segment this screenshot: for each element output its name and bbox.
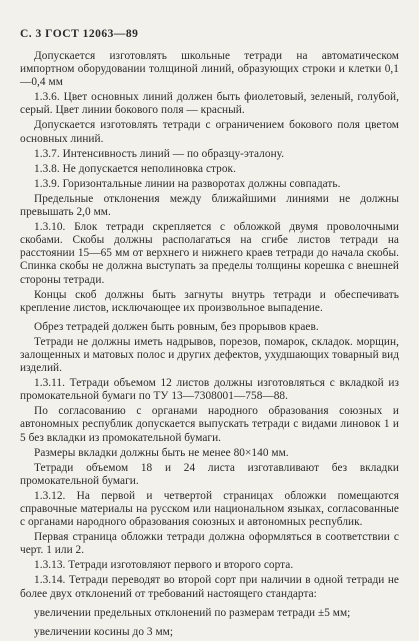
paragraph: 1.3.6. Цвет основных линий должен быть фиолетовый, зеленый, голубой, серый. Цвет линии бокового поля — красный. — [20, 91, 399, 117]
paragraph: 1.3.7. Интенсивность линий — по образцу-эталону. — [34, 147, 285, 160]
paragraph: Концы скоб должны быть загнуты внутрь тетради и обеспечивать крепление листов, исключающее их произвольное выпадение. — [20, 288, 399, 314]
paragraph: Первая страница обложки тетради должна оформляться в соответствии с черт. 1 или 2. — [20, 531, 399, 557]
paragraph: 1.3.8. Не допускается неполиновка строк. — [34, 162, 236, 175]
paragraph: Обрез тетрадей должен быть ровным, без прорывов краев. — [34, 320, 319, 333]
paragraph: увеличении предельных отклонений по размерам тетради ±5 мм; — [34, 606, 351, 619]
paragraph: 1.3.12. На первой и четвертой страницах обложки помещаются справочные материалы на русском или национальном языках, согласованные с органами народного образования союзных и автономных республик. — [20, 489, 399, 529]
paragraph: 1.3.10. Блок тетради скрепляется с обложкой двумя проволочными скобами. Скобы должны располагаться на сгибе листов тетради на расстоянии 15—65 мм от верхнего и нижнего краев тетради до начала скобы. Спинка скобы не должна выступать за пределы толщины корешка с внешней стороны тетради. — [20, 221, 399, 286]
paragraph: Предельные отклонения между ближайшими линиями не должны превышать 2,0 мм. — [20, 192, 399, 219]
paragraph: Тетради не должны иметь надрывов, порезов, помарок, складок. морщин, залощенных и матовых полос и других дефектов, ухудшающих товарный вид изделий. — [20, 335, 399, 375]
paragraph: Допускается изготовлять тетради с ограничением бокового поля цветом основных линий. — [20, 119, 399, 145]
paragraph: По согласованию с органами народного образования союзных и автономных республик допускается выпускать тетради с видами линовок 1 и 5 без вкладки из промокательной бумаги. — [20, 405, 399, 444]
paragraph: 1.3.11. Тетради объемом 12 листов должны изготовляться с вкладкой из промокательной бумаги по ТУ 13—7308001—758—88. — [20, 377, 399, 403]
paragraph: Размеры вкладки должны быть не менее 80×140 мм. — [34, 446, 289, 459]
paragraph: Допускается изготовлять школьные тетради на автоматическом импортном оборудовании толщиной линий, образующих строки и клетки 0,1—0,4 мм — [20, 50, 399, 89]
paragraph: 1.3.14. Тетради переводят во второй сорт при наличии в одной тетради не более двух отклонений от требований настоящего стандарта: — [20, 574, 399, 600]
paragraph: 1.3.13. Тетради изготовляют первого и второго сорта. — [34, 559, 294, 572]
page-header: С. 3 ГОСТ 12063—89 — [20, 28, 139, 40]
paragraph: 1.3.9. Горизонтальные линии на разворотах должны совпадать. — [34, 177, 341, 190]
paragraph: увеличении косины до 3 мм; — [34, 625, 174, 638]
paragraph: Тетради объемом 18 и 24 листа изготавливают без вкладки промокательной бумаги. — [20, 461, 399, 487]
document-body — [20, 50, 399, 641]
